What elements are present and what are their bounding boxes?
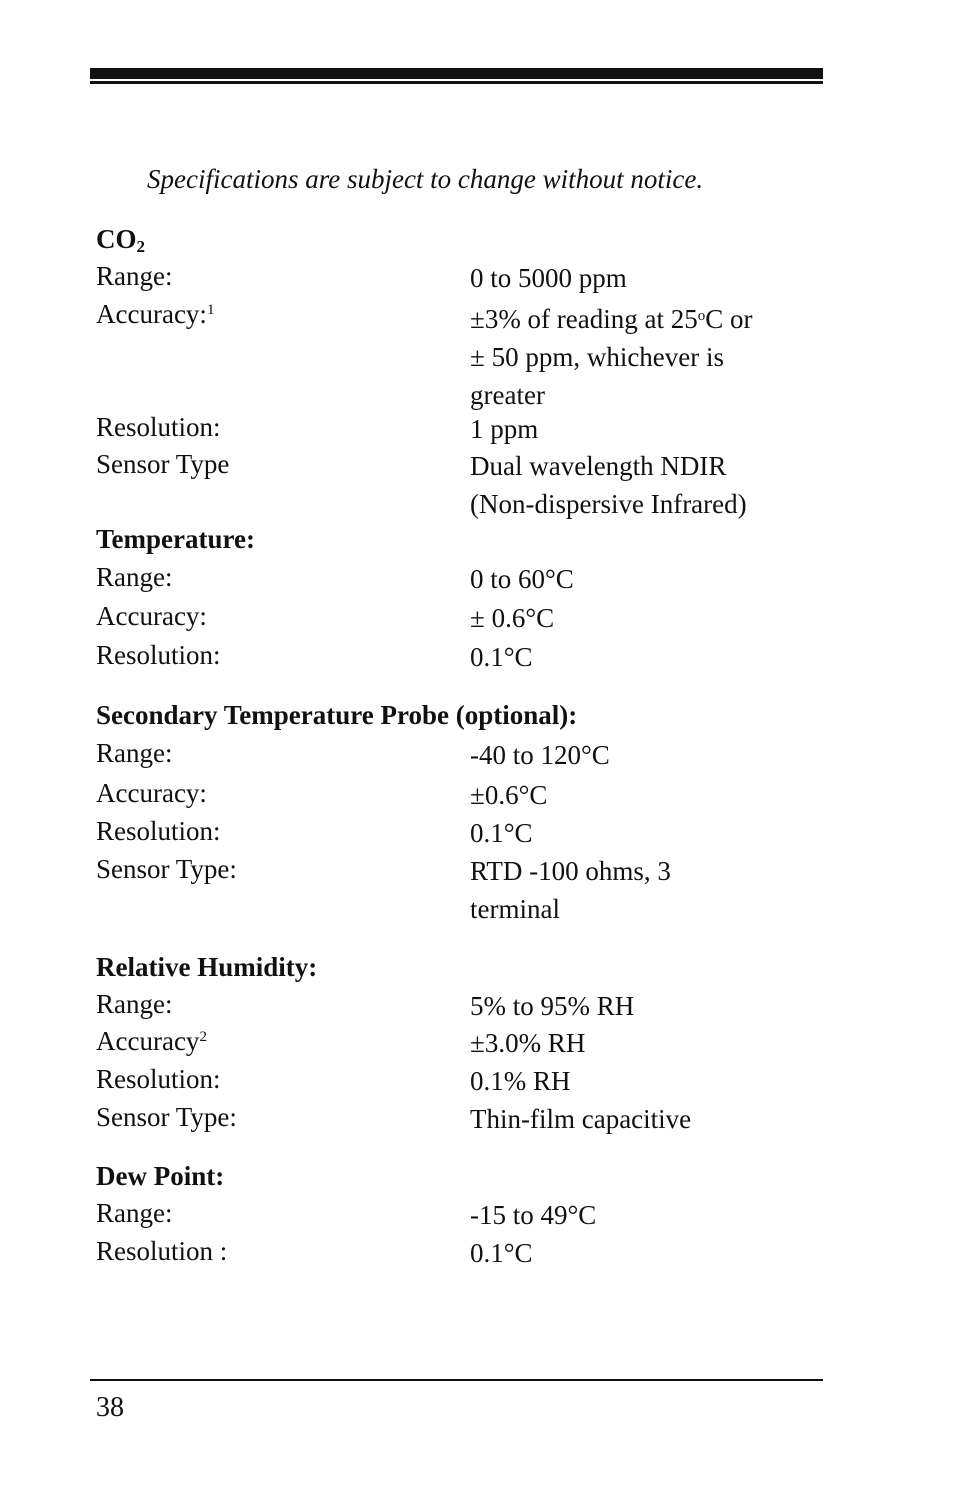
co2-accuracy-value: [470, 297, 753, 414]
co2-sensor-label: Sensor Type: [96, 449, 230, 479]
dew-point-resolution-label: Resolution :: [96, 1236, 228, 1266]
header-rule-thick: [90, 68, 823, 79]
co2-heading-subscript: 2: [136, 237, 145, 256]
co2-accuracy-line1: [470, 297, 753, 338]
secondary-probe-sensor-value: [470, 852, 671, 928]
secondary-probe-heading: Secondary Temperature Probe (optional):: [96, 700, 578, 730]
co2-resolution-value: 1 ppm: [470, 414, 539, 444]
humidity-sensor-label: Sensor Type:: [96, 1102, 237, 1132]
humidity-accuracy-value: ±3.0% RH: [470, 1028, 586, 1058]
secondary-probe-sensor-label: Sensor Type:: [96, 854, 237, 884]
secondary-probe-resolution-label: Resolution:: [96, 816, 221, 846]
co2-heading-text: CO: [96, 224, 137, 254]
temperature-accuracy-value: ± 0.6°C: [470, 603, 555, 633]
co2-heading: [96, 224, 145, 257]
temperature-heading: Temperature:: [96, 524, 255, 554]
header-rule-thin: [90, 81, 823, 84]
secondary-probe-resolution-value: 0.1°C: [470, 818, 533, 848]
secondary-probe-sensor-line1: RTD -100 ohms, 3: [470, 856, 671, 886]
dew-point-range-value: -15 to 49°C: [470, 1200, 597, 1230]
humidity-resolution-label: Resolution:: [96, 1064, 221, 1094]
humidity-accuracy-label: [96, 1026, 207, 1057]
co2-sensor-line2: (Non-dispersive Infrared): [470, 489, 747, 519]
humidity-accuracy-label-text: Accuracy: [96, 1026, 200, 1056]
humidity-range-value: 5% to 95% RH: [470, 991, 635, 1021]
co2-sensor-value: [470, 447, 747, 523]
temperature-range-value: 0 to 60°C: [470, 564, 574, 594]
secondary-probe-accuracy-label: Accuracy:: [96, 778, 207, 808]
co2-accuracy-line2: ± 50 ppm, whichever is: [470, 342, 725, 372]
humidity-heading: Relative Humidity:: [96, 952, 318, 982]
secondary-probe-range-value: -40 to 120°C: [470, 740, 610, 770]
temperature-resolution-value: 0.1°C: [470, 642, 533, 672]
page-number: 38: [96, 1392, 124, 1423]
footer-rule: [90, 1379, 823, 1381]
secondary-probe-accuracy-value: ±0.6°C: [470, 780, 548, 810]
humidity-range-label: Range:: [96, 989, 173, 1019]
secondary-probe-range-label: Range:: [96, 738, 173, 768]
co2-accuracy-line1-a: ±3% of reading at 25: [470, 304, 698, 334]
co2-accuracy-label-text: Accuracy:: [96, 299, 207, 329]
co2-accuracy-label: [96, 299, 214, 330]
co2-sensor-line1: Dual wavelength NDIR: [470, 451, 727, 481]
secondary-probe-sensor-line2: terminal: [470, 894, 560, 924]
co2-range-label: Range:: [96, 261, 173, 291]
temperature-resolution-label: Resolution:: [96, 640, 221, 670]
co2-accuracy-degree-superscript: o: [697, 308, 706, 324]
co2-accuracy-line3: greater: [470, 380, 545, 410]
co2-accuracy-footnote: 1: [206, 302, 215, 318]
specifications-notice: Specifications are subject to change without notice.: [147, 164, 704, 194]
dew-point-resolution-value: 0.1°C: [470, 1238, 533, 1268]
temperature-accuracy-label: Accuracy:: [96, 601, 207, 631]
co2-range-value: 0 to 5000 ppm: [470, 263, 627, 293]
temperature-range-label: Range:: [96, 562, 173, 592]
humidity-accuracy-footnote: 2: [199, 1029, 207, 1045]
humidity-resolution-value: 0.1% RH: [470, 1066, 571, 1096]
co2-accuracy-line1-b: C or: [705, 304, 753, 334]
co2-resolution-label: Resolution:: [96, 412, 221, 442]
dew-point-range-label: Range:: [96, 1198, 173, 1228]
humidity-sensor-value: Thin-film capacitive: [470, 1104, 692, 1134]
dew-point-heading: Dew Point:: [96, 1161, 225, 1191]
